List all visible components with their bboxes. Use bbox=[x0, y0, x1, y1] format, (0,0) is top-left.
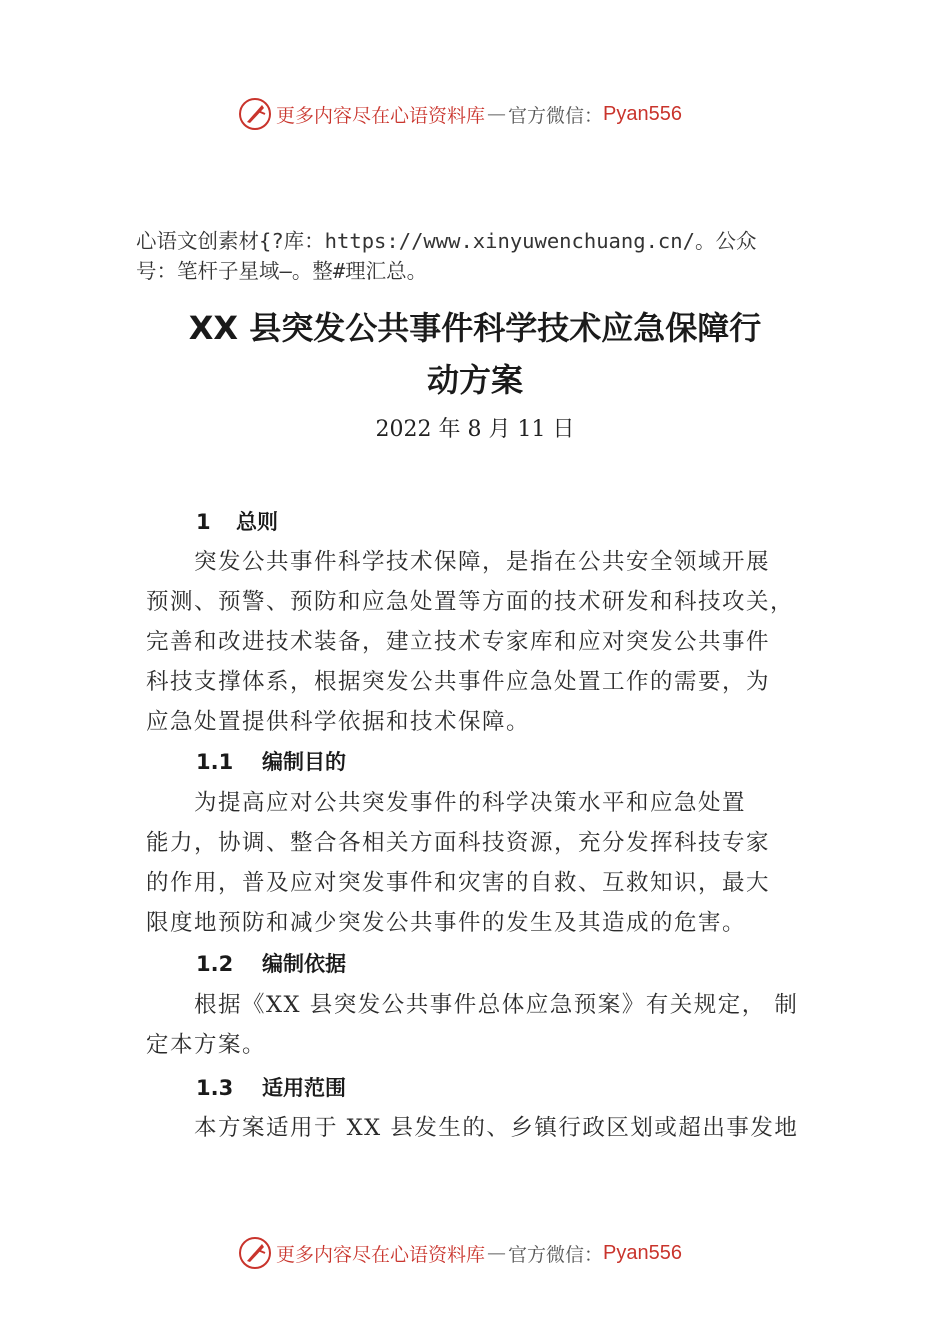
watermark-wechat-label: 官方微信： bbox=[508, 1243, 604, 1266]
watermark-wechat-id: Pyan556 bbox=[603, 102, 682, 125]
section-number: 1.2 bbox=[196, 952, 234, 976]
paragraph-line: 预测、预警、预防和应急处置等方面的技术研发和科技攻关， bbox=[146, 589, 795, 615]
paragraph-line: 应急处置提供科学依据和技术保障。 bbox=[146, 709, 531, 735]
section-title: 适用范围 bbox=[262, 1076, 346, 1100]
source-note-line: 心语文创素材{?库：https://www.xinyuwenchuang.cn/。公众 bbox=[136, 229, 757, 253]
paragraph-line: 科技支撑体系，根据突发公共事件应急处置工作的需要，为 bbox=[146, 669, 771, 695]
title-line: 动方案 bbox=[426, 361, 523, 399]
watermark-library-text: 更多内容尽在心语资料库 bbox=[276, 1243, 486, 1266]
paragraph-line: 为提高应对公共突发事件的科学决策水平和应急处置 bbox=[146, 790, 747, 816]
quill-logo-icon bbox=[238, 97, 272, 131]
section-number: 1.3 bbox=[196, 1076, 234, 1100]
paragraph-line: 突发公共事件科学技术保障，是指在公共安全领域开展 bbox=[146, 549, 771, 575]
title-line: XX 县突发公共事件科学技术应急保障行 bbox=[188, 309, 762, 347]
paragraph-line: 定本方案。 bbox=[146, 1032, 267, 1058]
section-heading-1-1 bbox=[196, 746, 346, 776]
section-number: 1.1 bbox=[196, 750, 234, 774]
footer-watermark bbox=[0, 1235, 950, 1271]
quill-logo-icon bbox=[238, 1236, 272, 1270]
source-note bbox=[136, 226, 836, 286]
section-heading-1 bbox=[196, 506, 278, 536]
section-title: 总则 bbox=[236, 510, 278, 534]
paragraph-line: 能力，协调、整合各相关方面科技资源，充分发挥科技专家 bbox=[146, 830, 771, 856]
section-title: 编制依据 bbox=[262, 952, 346, 976]
section-title: 编制目的 bbox=[262, 750, 346, 774]
paragraph-general bbox=[146, 542, 818, 742]
paragraph-scope bbox=[146, 1108, 818, 1148]
paragraph-basis bbox=[146, 985, 818, 1065]
section-heading-1-3 bbox=[196, 1072, 346, 1102]
paragraph-line: 根据《XX 县突发公共事件总体应急预案》有关规定， 制 bbox=[146, 992, 799, 1018]
watermark-wechat-id: Pyan556 bbox=[603, 1241, 682, 1264]
watermark-library-text: 更多内容尽在心语资料库 bbox=[276, 104, 486, 127]
section-number: 1 bbox=[196, 510, 211, 534]
document-title bbox=[0, 302, 950, 406]
paragraph-line: 的作用，普及应对突发事件和灾害的自救、互救知识，最大 bbox=[146, 870, 771, 896]
source-note-line: 号：笔杆子星域—。整#理汇总。 bbox=[136, 259, 428, 283]
watermark-separator: — bbox=[487, 1242, 507, 1264]
header-watermark bbox=[0, 96, 950, 132]
paragraph-purpose bbox=[146, 783, 818, 943]
watermark-wechat-label: 官方微信： bbox=[508, 104, 604, 127]
section-heading-1-2 bbox=[196, 948, 346, 978]
paragraph-line: 本方案适用于 XX 县发生的、乡镇行政区划或超出事发地 bbox=[146, 1115, 799, 1141]
document-date: 2022 年 8 月 11 日 bbox=[375, 417, 575, 442]
paragraph-line: 限度地预防和减少突发公共事件的发生及其造成的危害。 bbox=[146, 910, 747, 936]
watermark-separator: — bbox=[487, 103, 507, 125]
paragraph-line: 完善和改进技术装备，建立技术专家库和应对突发公共事件 bbox=[146, 629, 771, 655]
